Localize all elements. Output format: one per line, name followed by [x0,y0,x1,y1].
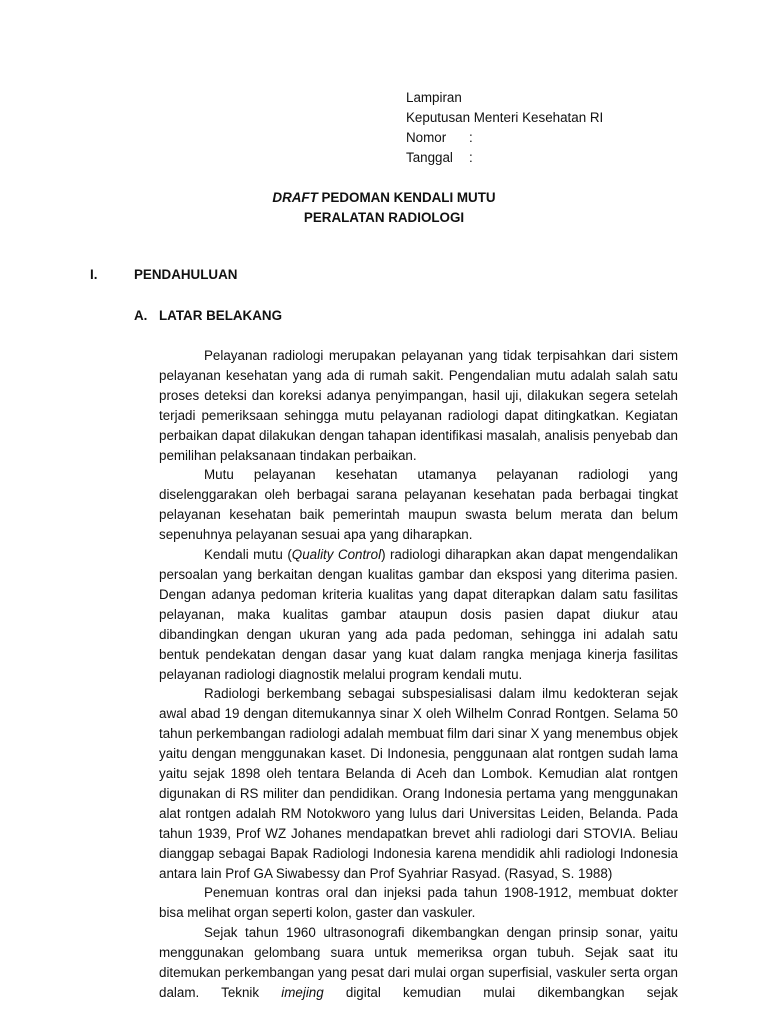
nomor-label: Nomor [406,130,447,145]
section-title: PENDAHULUAN [134,267,238,282]
title-line-1-rest: PEDOMAN KENDALI MUTU [317,190,496,205]
subsection-number: A. [134,308,148,323]
nomor-value: : [469,130,473,145]
imejing-term: imejing [281,985,324,1000]
section-number: I. [90,267,98,282]
paragraph-1: Pelayanan radiologi merupakan pelayanan yang tidak terpisahkan dari sistem pelayanan kesehatan yang ada di rumah sakit. Pengendalian mutu adalah salah satu proses deteksi dan koreksi adanya penyimpangan, hasil uji, dilakukan segera setelah terjadi pemeriksaan sehingga mutu pelayanan radiologi dapat ditingkatkan. Kegiatan perbaikan dapat dilakukan dengan tahapan identifikasi masalah, analisis penyebab dan pemilihan pelaksanaan tindakan perbaikan. [159,348,678,463]
document-title [0,188,768,228]
lampiran-label: Lampiran [406,90,462,105]
paragraph-6 [159,923,678,1003]
paragraph-2: Mutu pelayanan kesehatan utamanya pelayanan radiologi yang diselenggarakan oleh berbagai sarana pelayanan kesehatan pada berbagai tingkat pelayanan kesehatan baik pemerintah maupun swasta belum merata dan belum sepenuhnya pelayanan sesuai apa yang diharapkan. [159,467,678,543]
paragraph-4: Radiologi berkembang sebagai subspesialisasi dalam ilmu kedokteran sejak awal abad 19 dengan ditemukannya sinar X oleh Wilhelm Conrad Rontgen. Selama 50 tahun perkembangan radiologi adalah membuat film dari sinar X yang menembus objek yaitu dengan menggunakan kaset. Di Indonesia, penggunaan alat rontgen sudah lama yaitu sejak 1898 oleh tentara Belanda di Aceh dan Lombok. Kemudian alat rontgen digunakan di RS militer dan pendidikan. Orang Indonesia pertama yang menggunakan alat rontgen adalah RM Notokworo yang lulus dari Universitas Leiden, Belanda. Pada tahun 1939, Prof WZ Johanes mendapatkan brevet ahli radiologi dari STOVIA. Beliau dianggap sebagai Bapak Radiologi Indonesia karena mendidik ahli radiologi Indonesia antara lain Prof GA Siwabessy dan Prof Syahriar Rasyad. (Rasyad, S. 1988) [159,686,678,881]
lampiran-block [406,88,603,168]
paragraph-5: Penemuan kontras oral dan injeksi pada tahun 1908-1912, membuat dokter bisa melihat organ seperti kolon, gaster dan vaskuler. [159,885,678,921]
quality-control-term: Quality Control [291,547,382,563]
paragraph-3 [159,545,678,684]
paragraph-6-rest: digital kemudian mulai dikembangkan sejak [323,985,678,1000]
body-text [159,346,678,1003]
paragraph-3-rest: ) radiologi diharapkan akan dapat mengendalikan persoalan yang berkaitan dengan kualitas gambar dan eksposi yang diterima pasien. Dengan adanya pedoman kriteria kualitas yang dapat diterapkan dalam satu fasilitas pelayanan, maka kualitas gambar ataupun dosis pasien dapat diukur atau dibandingkan dengan ukuran yang ada pada pedoman, sehingga ini adalah satu bentuk pendekatan dengan dasar yang kuat dalam rangka menjaga kinerja fasilitas pelayanan radiologi diagnostik melalui program kendali mutu. [159,547,678,682]
keputusan-line: Keputusan Menteri Kesehatan RI [406,110,604,125]
tanggal-value: : [469,150,473,165]
paragraph-3-start: Kendali mutu ( [204,547,292,563]
tanggal-row [406,148,603,168]
paragraph-6-start: Sejak tahun 1960 ultrasonografi dikembangkan dengan prinsip sonar, yaitu menggunakan gelombang suara untuk memeriksa organ tubuh. Sejak saat itu ditemukan perkembangan yang pesat dari mulai organ superfisial, vaskuler serta organ dalam. Teknik [159,925,678,1000]
subsection-title: LATAR BELAKANG [159,308,282,323]
tanggal-label: Tanggal [406,150,453,165]
title-draft: DRAFT [272,190,318,205]
title-line-1 [0,188,768,208]
nomor-row [406,128,603,148]
title-line-2: PERALATAN RADIOLOGI [303,210,465,225]
